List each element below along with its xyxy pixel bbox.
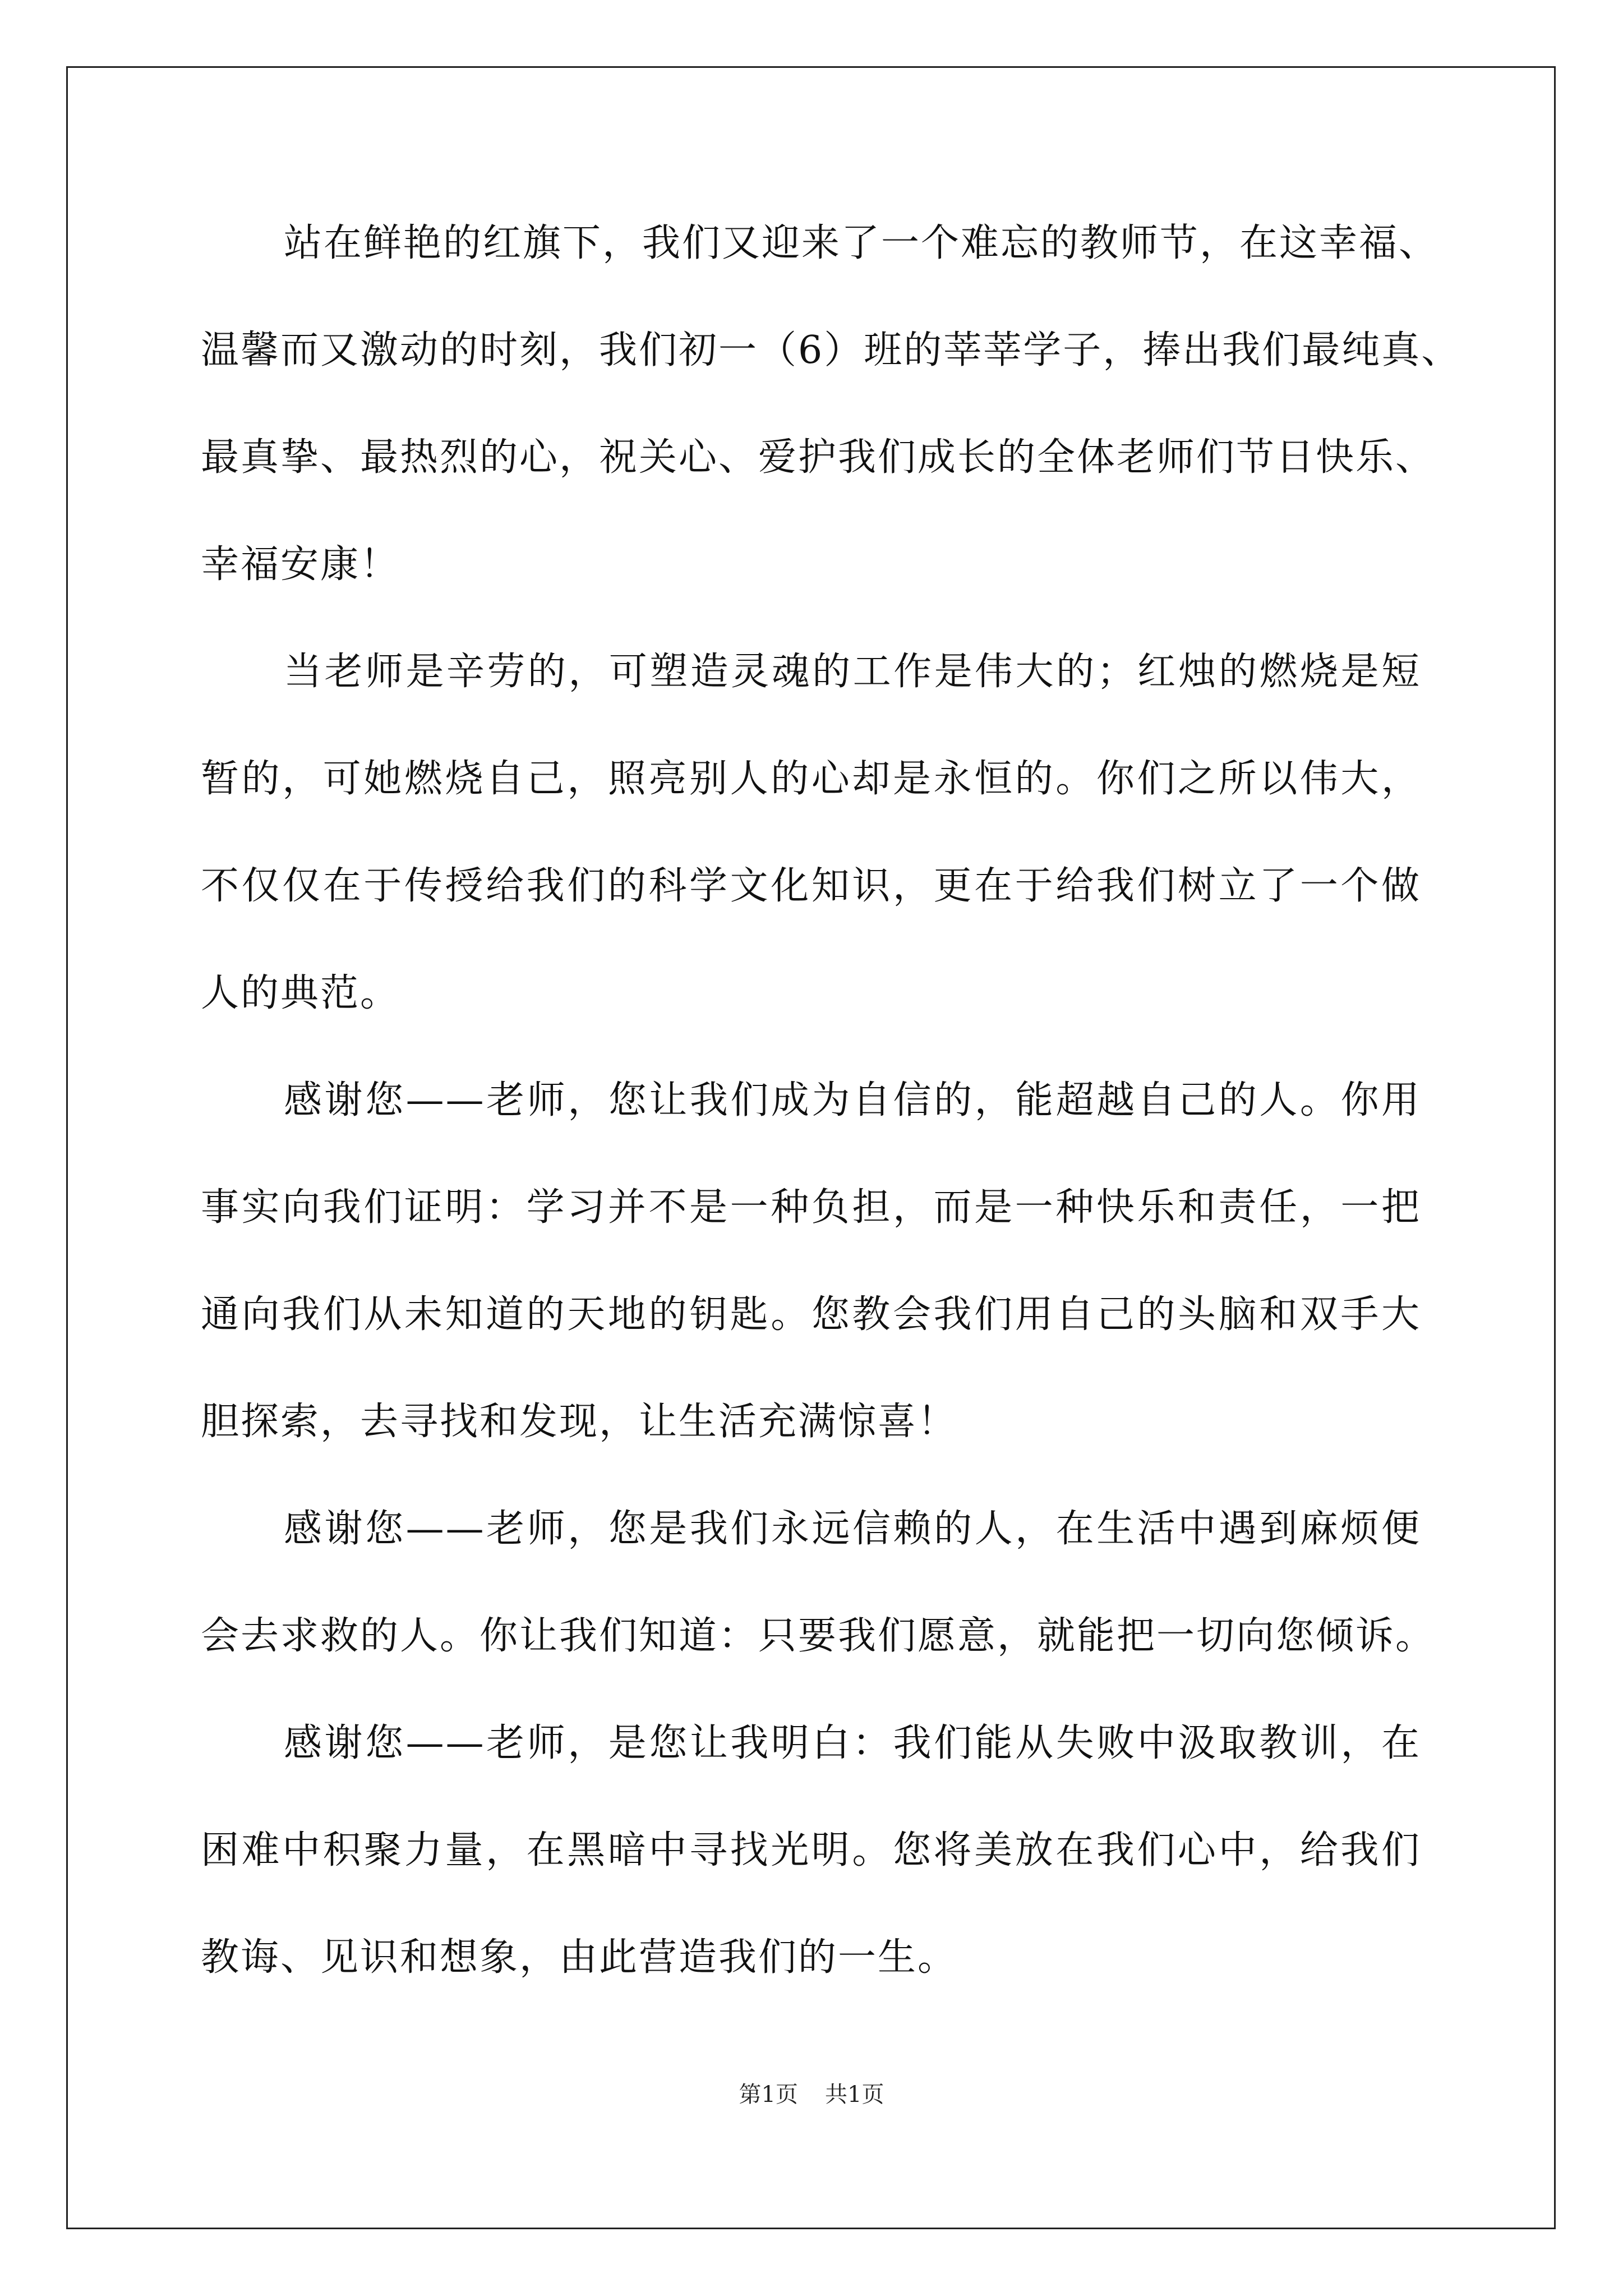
paragraph-5-line-2: 困难中积聚力量，在黑暗中寻找光明。您将美放在我们心中，给我们 (201, 1828, 1421, 1872)
paragraph-5-line-3: 教诲、见识和想象，由此营造我们的一生。 (201, 1935, 958, 1980)
paragraph-3-line-4: 胆探索，去寻找和发现，让生活充满惊喜！ (201, 1400, 958, 1444)
paragraph-3-line-1: 感谢您——老师，您让我们成为自信的，能超越自己的人。你用 (284, 1078, 1421, 1122)
paragraph-1-line-3: 最真挚、最热烈的心，祝关心、爱护我们成长的全体老师们节日快乐、 (201, 435, 1436, 480)
paragraph-3-line-2: 事实向我们证明：学习并不是一种负担，而是一种快乐和责任，一把 (201, 1185, 1421, 1230)
page-number: 第1页 (739, 2082, 798, 2108)
paragraph-4-line-2: 会去求救的人。你让我们知道：只要我们愿意，就能把一切向您倾诉。 (201, 1614, 1436, 1658)
page-footer (0, 2078, 1623, 2111)
paragraph-5-line-1: 感谢您——老师，是您让我明白：我们能从失败中汲取教训，在 (284, 1721, 1421, 1765)
paragraph-2-line-3: 不仅仅在于传授给我们的科学文化知识，更在于给我们树立了一个做 (201, 864, 1421, 908)
paragraph-1-line-4: 幸福安康！ (201, 542, 400, 587)
paragraph-2-line-1: 当老师是辛劳的，可塑造灵魂的工作是伟大的；红烛的燃烧是短 (284, 650, 1421, 694)
paragraph-4-line-1: 感谢您——老师，您是我们永远信赖的人，在生活中遇到麻烦便 (284, 1507, 1421, 1551)
page-total: 共1页 (825, 2082, 884, 2108)
paragraph-3-line-3: 通向我们从未知道的天地的钥匙。您教会我们用自己的头脑和双手大 (201, 1292, 1421, 1337)
paragraph-1-line-1: 站在鲜艳的红旗下，我们又迎来了一个难忘的教师节，在这幸福、 (284, 221, 1439, 265)
paragraph-2-line-2: 暂的，可她燃烧自己，照亮别人的心却是永恒的。你们之所以伟大， (201, 757, 1421, 801)
document-body (201, 217, 1461, 2038)
paragraph-1-line-2: 温馨而又激动的时刻，我们初一（6）班的莘莘学子，捧出我们最纯真、 (201, 328, 1461, 372)
paragraph-2-line-4: 人的典范。 (201, 971, 400, 1015)
